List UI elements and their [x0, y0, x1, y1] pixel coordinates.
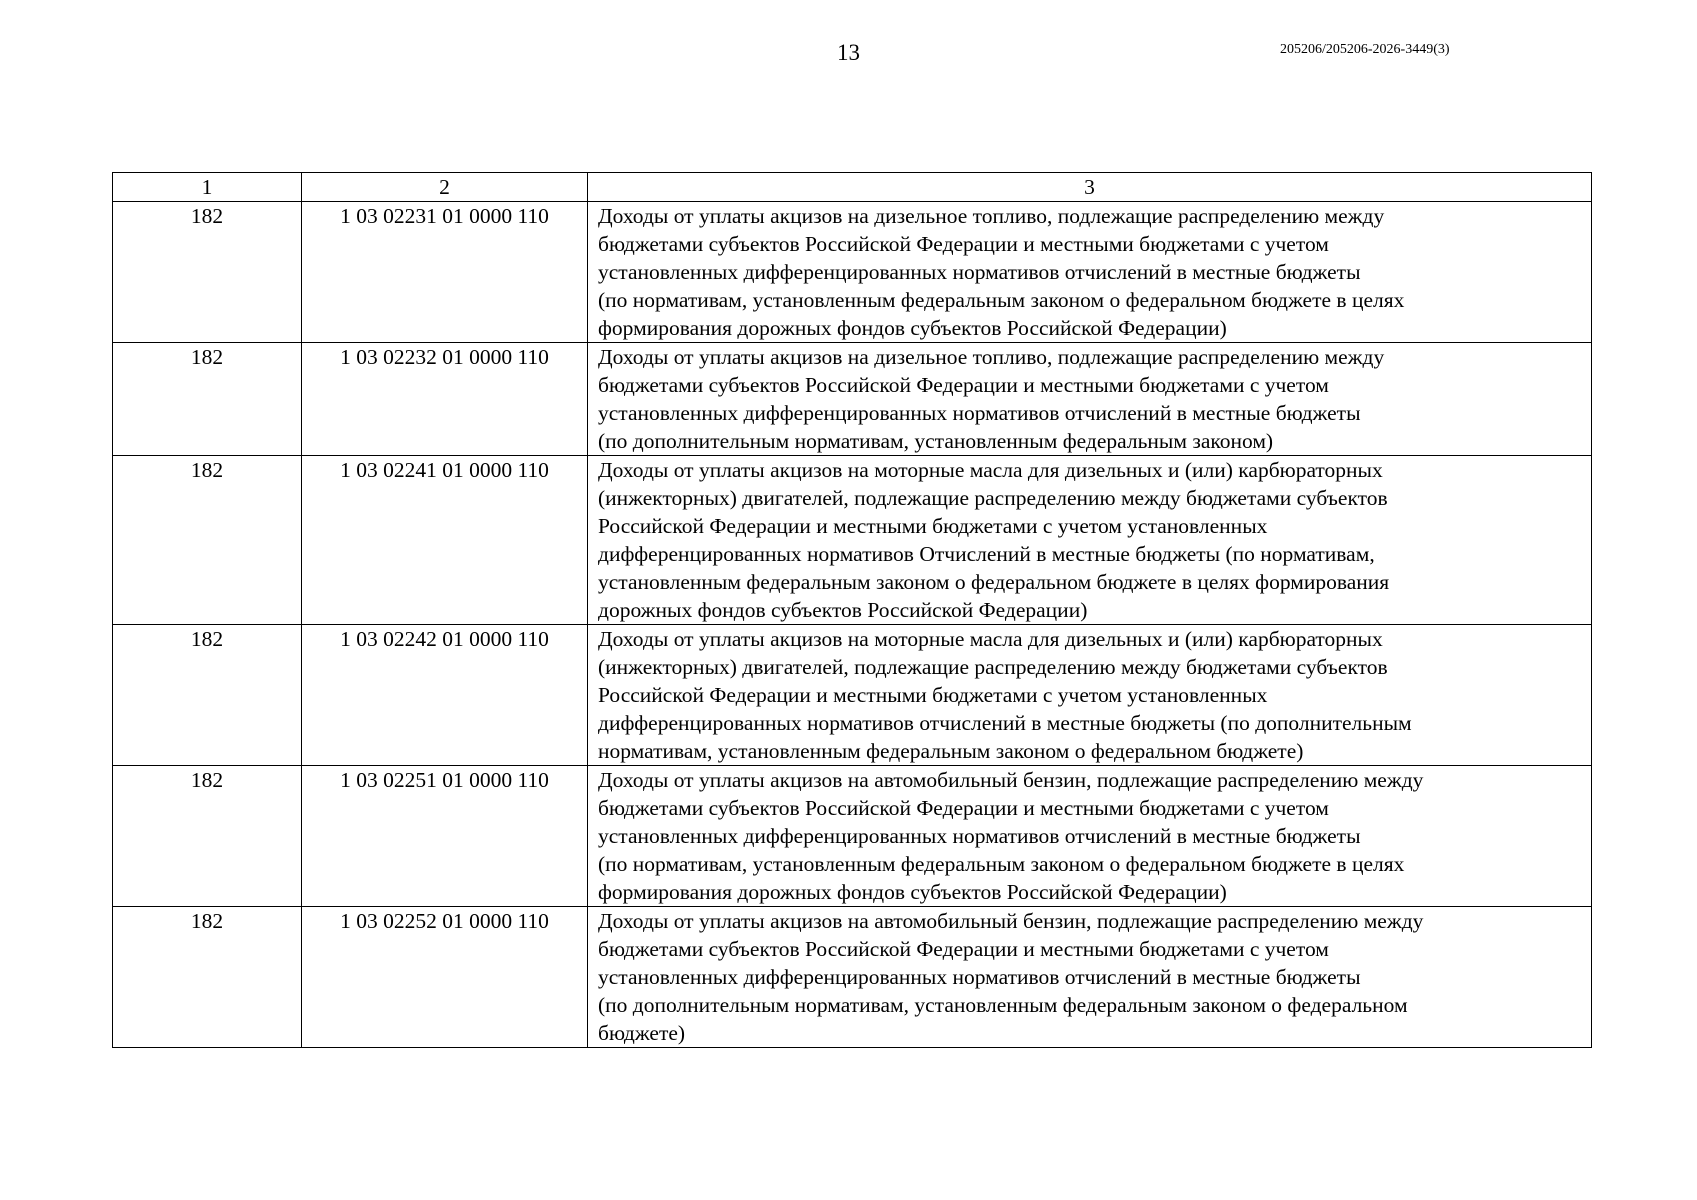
- description-line: бюджетами субъектов Российской Федерации и местными бюджетами с учетом: [598, 796, 1329, 820]
- description-line: Доходы от уплаты акцизов на моторные масла для дизельных и (или) карбюраторных: [598, 458, 1383, 482]
- table-row: [113, 343, 1592, 456]
- description-line: формирования дорожных фондов субъектов Российской Федерации): [598, 316, 1227, 340]
- budget-classification-code-cell: 1 03 02252 01 0000 110: [302, 907, 588, 1048]
- description-line: Доходы от уплаты акцизов на автомобильный бензин, подлежащие распределению между: [598, 768, 1424, 792]
- description-line: установленных дифференцированных нормативов отчислений в местные бюджеты: [598, 824, 1361, 848]
- column-header-1: 1: [113, 173, 302, 202]
- revenue-description-cell: [588, 907, 1592, 1048]
- description-line: установленных дифференцированных нормативов отчислений в местные бюджеты: [598, 401, 1361, 425]
- admin-code-cell: 182: [113, 907, 302, 1048]
- document-code: 205206/205206-2026-3449(3): [1280, 42, 1450, 57]
- description-line: Доходы от уплаты акцизов на дизельное топливо, подлежащие распределению между: [598, 204, 1385, 228]
- revenue-description-cell: [588, 343, 1592, 456]
- revenue-description-cell: [588, 766, 1592, 907]
- description-line: установленных дифференцированных нормативов отчислений в местные бюджеты: [598, 260, 1361, 284]
- description-line: нормативам, установленным федеральным законом о федеральном бюджете): [598, 739, 1304, 763]
- revenue-description-cell: [588, 456, 1592, 625]
- budget-classification-code-cell: 1 03 02242 01 0000 110: [302, 625, 588, 766]
- table-body: [113, 202, 1592, 1048]
- admin-code-cell: 182: [113, 343, 302, 456]
- description-line: (по нормативам, установленным федеральным законом о федеральном бюджете в целях: [598, 852, 1405, 876]
- description-line: бюджетами субъектов Российской Федерации и местными бюджетами с учетом: [598, 373, 1329, 397]
- table-header-row: [113, 173, 1592, 202]
- admin-code-cell: 182: [113, 766, 302, 907]
- description-line: установленным федеральным законом о федеральном бюджете в целях формирования: [598, 570, 1390, 594]
- admin-code-cell: 182: [113, 456, 302, 625]
- description-line: установленных дифференцированных нормативов отчислений в местные бюджеты: [598, 965, 1361, 989]
- budget-classification-code-cell: 1 03 02232 01 0000 110: [302, 343, 588, 456]
- description-line: Доходы от уплаты акцизов на моторные масла для дизельных и (или) карбюраторных: [598, 627, 1383, 651]
- budget-classification-code-cell: 1 03 02251 01 0000 110: [302, 766, 588, 907]
- admin-code-cell: 182: [113, 202, 302, 343]
- description-line: Доходы от уплаты акцизов на автомобильный бензин, подлежащие распределению между: [598, 909, 1424, 933]
- description-line: дифференцированных нормативов Отчислений в местные бюджеты (по нормативам,: [598, 542, 1375, 566]
- description-line: дифференцированных нормативов отчислений в местные бюджеты (по дополнительным: [598, 711, 1412, 735]
- table-row: [113, 907, 1592, 1048]
- description-line: формирования дорожных фондов субъектов Российской Федерации): [598, 880, 1227, 904]
- description-line: Доходы от уплаты акцизов на дизельное топливо, подлежащие распределению между: [598, 345, 1385, 369]
- column-header-3: 3: [588, 173, 1592, 202]
- table-row: [113, 456, 1592, 625]
- admin-code-cell: 182: [113, 625, 302, 766]
- description-line: Российской Федерации и местными бюджетами с учетом установленных: [598, 683, 1268, 707]
- description-line: бюджетами субъектов Российской Федерации и местными бюджетами с учетом: [598, 937, 1329, 961]
- table-row: [113, 625, 1592, 766]
- description-line: дорожных фондов субъектов Российской Федерации): [598, 598, 1088, 622]
- revenue-description-cell: [588, 625, 1592, 766]
- column-header-2: 2: [302, 173, 588, 202]
- page-number: 13: [837, 40, 860, 65]
- description-line: бюджетами субъектов Российской Федерации и местными бюджетами с учетом: [598, 232, 1329, 256]
- description-line: (по дополнительным нормативам, установленным федеральным законом о федеральном: [598, 993, 1408, 1017]
- revenue-description-cell: [588, 202, 1592, 343]
- description-line: (инжекторных) двигателей, подлежащие распределению между бюджетами субъектов: [598, 486, 1388, 510]
- table-row: [113, 202, 1592, 343]
- description-line: (по дополнительным нормативам, установленным федеральным законом): [598, 429, 1274, 453]
- description-line: (по нормативам, установленным федеральным законом о федеральном бюджете в целях: [598, 288, 1405, 312]
- table-row: [113, 766, 1592, 907]
- description-line: бюджете): [598, 1021, 686, 1045]
- description-line: Российской Федерации и местными бюджетами с учетом установленных: [598, 514, 1268, 538]
- budget-classification-code-cell: 1 03 02241 01 0000 110: [302, 456, 588, 625]
- budget-classification-code-cell: 1 03 02231 01 0000 110: [302, 202, 588, 343]
- description-line: (инжекторных) двигателей, подлежащие распределению между бюджетами субъектов: [598, 655, 1388, 679]
- revenue-codes-table: [112, 172, 1592, 1048]
